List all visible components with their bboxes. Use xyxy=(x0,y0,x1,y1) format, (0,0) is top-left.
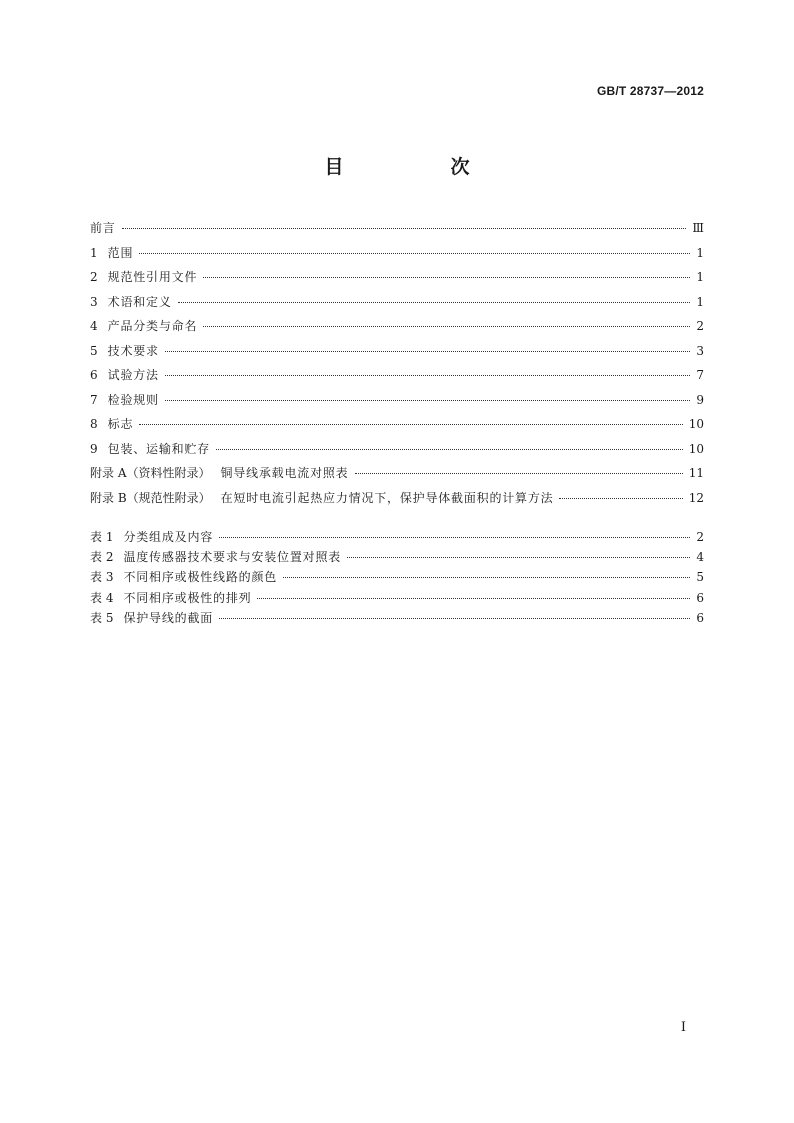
toc-entry-number: 表 1 xyxy=(90,530,114,544)
toc-table-entry[interactable] xyxy=(90,547,704,567)
toc-dot-leader xyxy=(165,399,690,401)
toc-entry[interactable] xyxy=(90,290,704,315)
toc-dot-leader xyxy=(165,350,690,352)
toc-entry-page: 1 xyxy=(696,270,704,284)
toc-entry-page: Ⅲ xyxy=(692,221,704,235)
toc-entry-number: 表 4 xyxy=(90,590,114,605)
toc-entry[interactable] xyxy=(90,216,704,241)
toc-dot-leader xyxy=(283,576,690,578)
toc-entry-title: 保护导线的截面 xyxy=(123,610,214,625)
toc-dot-leader xyxy=(122,227,687,229)
toc-entry-page: 1 xyxy=(696,245,704,260)
toc-entry[interactable] xyxy=(90,265,704,290)
toc-entry-page: 11 xyxy=(688,466,704,480)
toc-dot-leader xyxy=(257,597,690,599)
toc-entry-title: 温度传感器技术要求与安装位置对照表 xyxy=(123,550,342,565)
toc-dot-leader xyxy=(203,325,690,327)
toc-entry-number: 2 xyxy=(90,270,98,284)
toc-entry[interactable] xyxy=(90,486,704,511)
toc-contents-list xyxy=(90,216,704,510)
toc-entry-title: 前言 xyxy=(90,221,116,235)
toc-entry-title: 标志 xyxy=(107,417,134,431)
page-title: 目 次 xyxy=(324,156,514,178)
toc-dot-leader xyxy=(559,497,682,499)
toc-entry-number: 表 5 xyxy=(90,610,114,625)
toc-entry-title: 铜导线承载电流对照表 xyxy=(220,466,349,480)
toc-entry[interactable] xyxy=(90,388,704,413)
toc-dot-leader xyxy=(219,536,690,538)
toc-entry-number: 表 2 xyxy=(90,550,114,565)
toc-entry-title: 包装、运输和贮存 xyxy=(107,441,211,456)
toc-entry-number: 6 xyxy=(90,368,98,382)
toc-entry-number: 附录 A（资料性附录） xyxy=(90,466,211,480)
page-number: Ⅰ xyxy=(680,1020,686,1035)
toc-dot-leader xyxy=(216,448,683,450)
toc-entry[interactable] xyxy=(90,339,704,364)
toc-entry-title: 在短时电流引起热应力情况下，保护导体截面积的计算方法 xyxy=(220,490,554,505)
toc-entry-title: 分类组成及内容 xyxy=(123,530,214,544)
toc-entry[interactable] xyxy=(90,241,704,266)
toc-dot-leader xyxy=(139,252,690,254)
toc-entry-page: 12 xyxy=(688,490,704,505)
toc-entry-page: 4 xyxy=(696,550,704,565)
toc-entry-title: 检验规则 xyxy=(107,392,159,407)
toc-entry-page: 2 xyxy=(696,319,704,333)
toc-entry-number: 7 xyxy=(90,392,98,407)
toc-entry[interactable] xyxy=(90,412,704,437)
toc-entry-number: 表 3 xyxy=(90,570,114,585)
toc-dot-leader xyxy=(178,301,690,303)
toc-entry-title: 技术要求 xyxy=(107,343,159,358)
toc-table-entry[interactable] xyxy=(90,527,704,547)
toc-entry-title: 范围 xyxy=(107,245,134,260)
toc-entry-title: 术语和定义 xyxy=(107,294,172,309)
toc-table-entry[interactable] xyxy=(90,608,704,628)
toc-entry-page: 7 xyxy=(696,368,704,382)
toc-entry[interactable] xyxy=(90,437,704,462)
toc-entry-number: 9 xyxy=(90,441,98,456)
toc-entry-title: 不同相序或极性的排列 xyxy=(123,590,252,605)
toc-entry-number: 8 xyxy=(90,417,98,431)
toc-entry-page: 2 xyxy=(696,530,704,544)
toc-dot-leader xyxy=(139,423,682,425)
toc-entry[interactable] xyxy=(90,461,704,486)
toc-dot-leader xyxy=(203,276,690,278)
toc-table-entry[interactable] xyxy=(90,588,704,608)
toc-entry-number: 附录 B（规范性附录） xyxy=(90,490,211,505)
toc-entry-title: 不同相序或极性线路的颜色 xyxy=(123,570,278,585)
toc-table-entry[interactable] xyxy=(90,567,704,587)
toc-entry-page: 6 xyxy=(696,590,704,605)
toc-entry-title: 规范性引用文件 xyxy=(107,270,198,284)
toc-entry-number: 1 xyxy=(90,245,98,260)
toc-entry[interactable] xyxy=(90,314,704,339)
toc-entry-page: 9 xyxy=(696,392,704,407)
toc-entry-title: 试验方法 xyxy=(107,368,159,382)
toc-tables-list xyxy=(90,527,704,628)
toc-entry-title: 产品分类与命名 xyxy=(107,319,198,333)
toc-entry-page: 5 xyxy=(696,570,704,585)
toc-entry-page: 10 xyxy=(688,441,704,456)
toc-entry-page: 1 xyxy=(696,294,704,309)
toc-entry-number: 5 xyxy=(90,343,98,358)
toc-dot-leader xyxy=(165,374,690,376)
toc-entry-number: 4 xyxy=(90,319,98,333)
toc-dot-leader xyxy=(355,472,683,474)
toc-entry-page: 6 xyxy=(696,610,704,625)
toc-entry-number: 3 xyxy=(90,294,98,309)
table-of-contents xyxy=(90,216,704,628)
toc-entry-page: 3 xyxy=(696,343,704,358)
toc-entry-page: 10 xyxy=(688,417,704,431)
toc-dot-leader xyxy=(219,617,690,619)
toc-dot-leader xyxy=(347,556,690,558)
standard-code: GB/T 28737—2012 xyxy=(596,84,704,98)
toc-entry[interactable] xyxy=(90,363,704,388)
